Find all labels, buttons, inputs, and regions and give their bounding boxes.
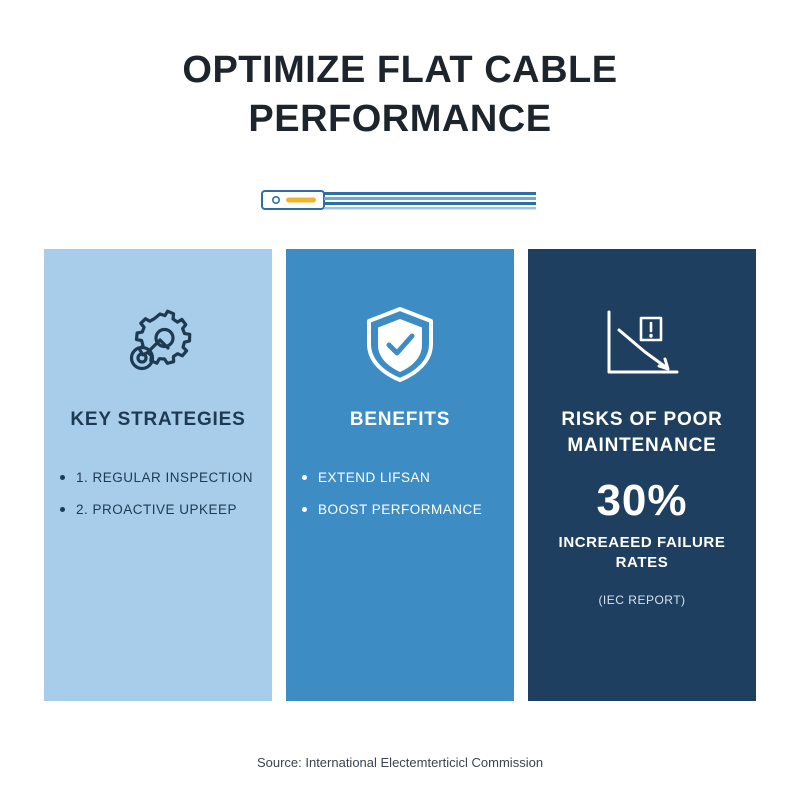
card-row: [44, 249, 756, 701]
list-item: BOOST PERFORMANCE: [300, 501, 500, 519]
shield-check-icon: [361, 305, 439, 383]
stat-value: 30%: [596, 475, 688, 525]
page-title: OPTIMIZE FLAT CABLE PERFORMANCE: [182, 49, 618, 140]
card-bullet-list: [300, 469, 500, 533]
gear-wrench-icon: [116, 305, 200, 383]
list-item: 1. REGULAR INSPECTION: [58, 469, 258, 487]
stat-source: (IEC REPORT): [598, 593, 686, 608]
stat-label: INCREAEED FAILURE RATES: [558, 533, 726, 572]
card-benefits: [286, 249, 514, 701]
stat-block: [542, 477, 742, 608]
card-title: RISKS OF POOR MAINTENANCE: [561, 409, 723, 456]
card-key-strategies: [44, 249, 272, 701]
flat-cable-icon: [260, 181, 540, 219]
source-footer: Source: International Electemterticicl Commission: [256, 755, 544, 770]
list-item: EXTEND LIFSAN: [300, 469, 500, 487]
card-risks: [528, 249, 756, 701]
card-title: BENEFITS: [349, 409, 451, 431]
list-item: 2. PROACTIVE UPKEEP: [58, 501, 258, 519]
declining-risk-chart-icon: [599, 305, 685, 383]
card-title: KEY STRATEGIES: [70, 409, 246, 431]
card-bullet-list: [58, 469, 258, 533]
